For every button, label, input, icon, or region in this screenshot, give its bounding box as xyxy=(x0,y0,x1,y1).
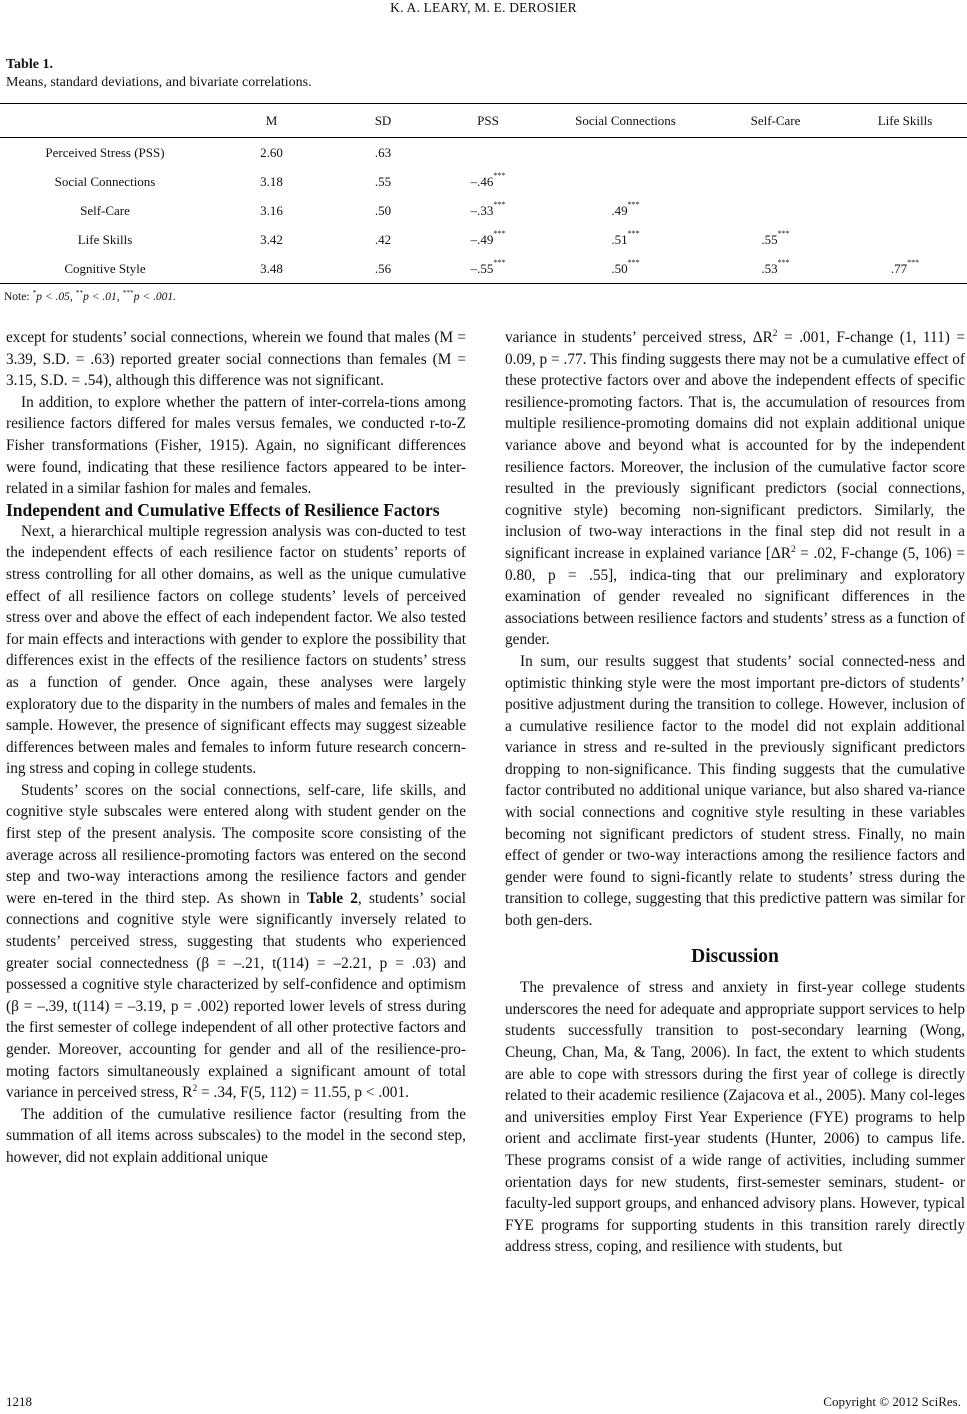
table-row xyxy=(0,138,967,168)
table-cell: 2.60 xyxy=(260,144,283,160)
table-cell xyxy=(543,167,708,196)
table-row xyxy=(0,196,967,225)
table-cell xyxy=(708,138,843,168)
header-cell: M xyxy=(210,104,333,138)
table-row xyxy=(0,167,967,196)
table-header-row xyxy=(0,104,967,138)
sig-mark: *** xyxy=(493,170,506,180)
sig-mark: *** xyxy=(627,257,640,267)
table-cell xyxy=(433,138,543,168)
paragraph: The prevalence of stress and anxiety in first-year college students underscores the need for adequate and appropriate support services to help students successfully transition to post-secondary learning (Wong, Cheung, Chan, Ma, & Tang, 2006). In fact, the extent to which students are able to cope with stressors during the first year of college is directly related to their academic resilience (Zajacova et al., 2005). Many col-leges and universities employ First Year Experience (FYE) programs to help orient and acclimate first-year students (Hunter, 2006) to campus life. These programs consist of a wide range of activities, including summer orientation days for new students, first-semester seminars, student- or faculty-led support groups, and enhanced advisory plans. However, typical FYE programs for supporting students in this transition rarely directly address stress, coping, and resilience with students, but xyxy=(505,979,965,1256)
copyright: Copyright © 2012 SciRes. xyxy=(823,1394,961,1409)
table-caption xyxy=(6,56,312,92)
table-note: Note: *p < .05, **p < .01, ***p < .001. xyxy=(4,288,176,303)
table-label: Table 1. xyxy=(6,57,53,72)
table-cell xyxy=(708,167,843,196)
page-number: 1218 xyxy=(6,1394,32,1409)
table-cell: .49*** xyxy=(611,199,640,218)
section-heading: Independent and Cumulative Effects of Resilience Factors xyxy=(6,499,440,520)
table-cell: 3.48 xyxy=(210,254,333,284)
right-column xyxy=(505,327,965,1258)
table-cell: –.33*** xyxy=(470,199,506,218)
table-cell: .42 xyxy=(374,231,392,247)
table-cell: .55*** xyxy=(761,228,790,247)
table-cell xyxy=(843,138,967,168)
running-head: K. A. LEARY, M. E. DEROSIER xyxy=(390,0,577,15)
sig-mark: *** xyxy=(907,257,920,267)
table-cell: Perceived Stress (PSS) xyxy=(45,144,165,160)
sig-mark: *** xyxy=(627,199,640,209)
paragraph: Next, a hierarchical multiple regression analysis was con-ducted to test the independent effects of each resilience factor on students’ reports of stress controlling for all other domains, as well as the unique cumulative effect of all resilience factors on college students’ levels of perceived stress over and above the effect of each independent factor. We also tested for main effects and interactions with gender to explore the possibility that differences exist in the effects of the resilience factors on students’ stress as a function of gender. Once again, these analyses were largely exploratory due to the disparity in the numbers of males and females in the sample. However, the presence of significant effects may suggest sizeable differences between males and females to inform future research concern-ing stress and coping in college students. xyxy=(6,522,466,778)
table-title: Means, standard deviations, and bivariate correlations. xyxy=(6,75,312,90)
sig-mark: *** xyxy=(493,257,506,267)
table-cell: –.55*** xyxy=(433,254,543,284)
header-cell: Life Skills xyxy=(843,104,967,138)
left-column xyxy=(6,327,466,1169)
sig-mark: *** xyxy=(777,257,790,267)
table-cell: .77*** xyxy=(843,254,967,284)
table-cell xyxy=(843,225,967,254)
paragraph: The addition of the cumulative resilience factor (resulting from the summation of all items across subscales) to the model in the second step, however, did not explain additional unique xyxy=(6,1105,466,1166)
table-reference: Table 2 xyxy=(307,889,358,907)
table-row xyxy=(0,225,967,254)
table-cell: .50 xyxy=(374,202,392,218)
header-cell: Social Connections xyxy=(543,104,708,138)
table-cell: .50*** xyxy=(543,254,708,284)
paragraph: except for students’ social connections, wherein we found that males (M = 3.39, S.D. = .63) reported greater social connections than females (M = 3.15, S.D. = .54), although this difference was not significant. xyxy=(6,329,466,390)
section-heading: Discussion xyxy=(691,945,779,967)
table-cell: .56 xyxy=(333,254,433,284)
sig-mark: *** xyxy=(627,228,640,238)
table-cell xyxy=(708,196,843,225)
table-cell xyxy=(543,138,708,168)
paragraph: Students’ scores on the social connections, self-care, life skills, and cognitive style subscales were entered along with student gender on the first step of the present analysis. The composite score consisting of the average across all resilience-promoting factors was entered on the second step and two-way interactions among the resilience factors and gender were en-tered in the third step. As shown in Table 2, students’ social connections and cognitive style were significantly inversely related to students’ perceived stress, suggesting that students who experienced greater social connectedness (β = –.21, t(114) = –2.21, p = .03) and possessed a cognitive style characterized by self-confidence and optimism (β = –.39, t(114) = –3.19, p = .002) reported lower levels of stress during the first semester of college independent of all other protective factors and gender. Moreover, accounting for gender and all of the resilience-pro-moting factors simultaneously explained a significant amount of total variance in perceived stress, $R^2 = .34$, F(5, 112) = 11.55, p < .001. xyxy=(6,781,466,1102)
table-cell: .53*** xyxy=(708,254,843,284)
header-cell xyxy=(0,104,210,138)
table-cell: .55 xyxy=(374,173,392,189)
correlations-table xyxy=(0,103,967,284)
table-cell: 3.16 xyxy=(260,202,283,218)
table-cell: .51*** xyxy=(611,228,640,247)
header-cell: PSS xyxy=(433,104,543,138)
table-cell xyxy=(843,167,967,196)
paragraph: variance in students’ perceived stress, $\Delta R^2 = .001$, F-change (1, 111) = 0.09, p = .77. This finding suggests there may not be a cumulative effect of these protective factors over and above the independent effects of specific resilience-promoting factors. That is, the accumulation of resources from multiple resilience-promoting domains did not explain additional unique variance above and beyond what is accounted for by the independent resilience factors. Moreover, the inclusion of the cumulative factor score resulted in the previously significant predictors (social connections, cognitive style) becoming non-significant predictors. Similarly, the inclusion of two-way interactions in the final step did not result in a significant increase in explained variance [$\Delta R^2 = .02$, F-change (5, 106) = 0.80, p = .55], indica-ting that our preliminary and exploratory examination of gender revealed no significant differences in the associations between resilience factors and students’ stress as a function of gender. xyxy=(505,328,965,649)
table-row xyxy=(0,254,967,284)
table-cell: Social Connections xyxy=(54,173,156,189)
sig-mark: *** xyxy=(777,228,790,238)
table-cell: –.49*** xyxy=(470,228,506,247)
header-cell: Self-Care xyxy=(708,104,843,138)
table-cell: Cognitive Style xyxy=(0,254,210,284)
table-cell: Self-Care xyxy=(80,202,130,218)
table-cell xyxy=(843,196,967,225)
header-cell: SD xyxy=(333,104,433,138)
table-cell: Life Skills xyxy=(77,231,133,247)
sig-mark: *** xyxy=(493,228,506,238)
table-cell: 3.18 xyxy=(260,173,283,189)
paragraph: In sum, our results suggest that students’ social connected-ness and optimistic thinking style were the most important pre-dictors of students’ positive adjustment during the transition to college. However, inclusion of a cumulative resilience factor to the model did not explain additional variance in stress and re-sulted in the previously significant predictors dropping to non-significance. This finding suggests that the cumulative factor contributed no additional unique variance, but also shared va-riance with social connections and cognitive style resulting in these variables becoming not significant predictors of student stress. Finally, no main effect of gender or two-way interactions among the resilience factors and gender were found to signi-ficantly relate to students’ stress during the transition to college, suggesting that this predictive pattern was similar for both gen-ders. xyxy=(505,652,965,930)
table-cell: –.46*** xyxy=(470,170,506,189)
sig-mark: *** xyxy=(493,199,506,209)
table-cell: .63 xyxy=(374,144,392,160)
table-cell: 3.42 xyxy=(260,231,283,247)
paragraph: In addition, to explore whether the pattern of inter-correla-tions among resilience factors differed for males versus females, we conducted r-to-Z Fisher transformations (Fisher, 1915). Again, no significant differences were found, indicating that these resilience factors appeared to be inter-related in a similar fashion for males and females. xyxy=(6,393,466,498)
